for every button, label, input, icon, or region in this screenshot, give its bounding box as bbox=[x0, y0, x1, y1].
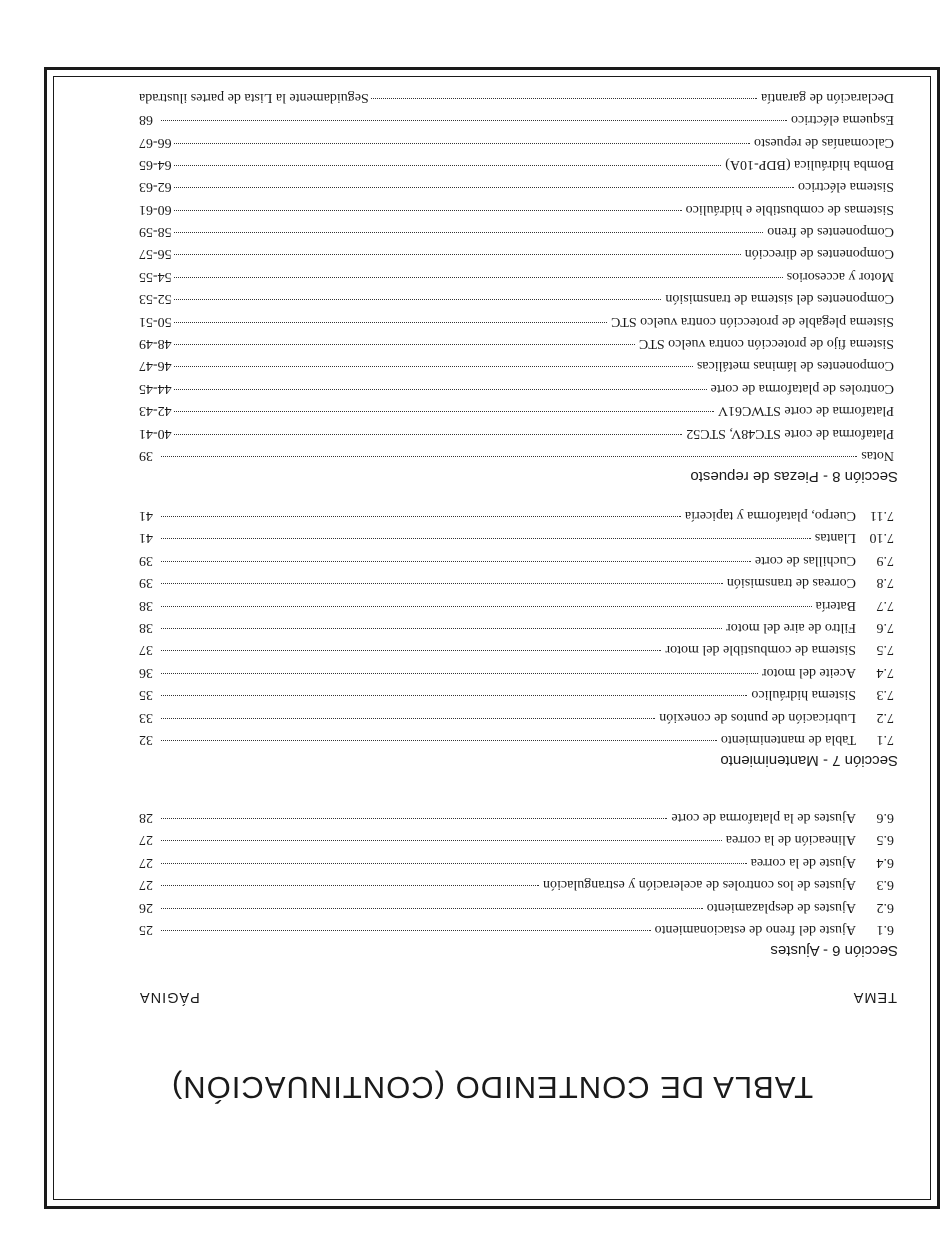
toc-row bbox=[54, 873, 930, 895]
toc-title: Sistema de combustible del motor bbox=[665, 642, 856, 658]
toc-page: 33 bbox=[139, 709, 153, 725]
dot-leader bbox=[161, 120, 787, 121]
toc-row bbox=[54, 354, 930, 376]
toc-row bbox=[54, 399, 930, 421]
toc-page: 42-43 bbox=[139, 403, 172, 419]
toc-number: 7.7 bbox=[876, 597, 894, 613]
toc-title: Notas bbox=[861, 448, 894, 463]
dot-leader bbox=[161, 650, 661, 651]
toc-row bbox=[54, 728, 930, 750]
dot-leader bbox=[174, 277, 783, 278]
toc-title: Cuerpo, plataforma y tapicería bbox=[684, 508, 856, 524]
toc-title: Aceite del motor bbox=[761, 664, 856, 680]
toc-page: 62-63 bbox=[139, 179, 172, 195]
toc-page: 66-67 bbox=[139, 134, 172, 150]
toc-title: Componentes de láminas metálicas bbox=[696, 358, 894, 374]
toc-title: Sistemas de combustible e hidráulico bbox=[685, 201, 894, 217]
dot-leader bbox=[174, 322, 607, 323]
toc-page: 27 bbox=[139, 854, 153, 870]
toc-title: Declaración de garantía bbox=[761, 89, 894, 105]
toc-title: Plataforma de corte STWC61V bbox=[717, 403, 894, 419]
toc-page: 26 bbox=[139, 899, 153, 915]
section-title: Sección 8 - Piezas de repuesto bbox=[690, 468, 898, 485]
toc-title: Esquema eléctrico bbox=[790, 112, 894, 128]
toc-row bbox=[54, 197, 930, 219]
toc-title: Componentes del sistema de transmisión bbox=[665, 291, 894, 307]
dot-leader bbox=[371, 98, 757, 99]
column-header-page: PÁGINA bbox=[139, 989, 200, 1005]
toc-page: 41 bbox=[139, 508, 153, 524]
dot-leader bbox=[174, 344, 635, 345]
toc-title: Correas de transmisión bbox=[726, 575, 856, 591]
dot-leader bbox=[161, 516, 681, 517]
toc-title: Sistema fijo de protección contra vuelco STC bbox=[638, 336, 894, 352]
toc-number: 7.10 bbox=[869, 530, 894, 546]
toc-page: 38 bbox=[139, 597, 153, 613]
toc-number: 6.4 bbox=[876, 854, 894, 870]
dot-leader bbox=[161, 908, 703, 909]
page-title: TABLA DE CONTENIDO (CONTINUACIÓN) bbox=[170, 1070, 814, 1105]
toc-title: Batería bbox=[815, 597, 856, 613]
toc-row bbox=[54, 828, 930, 850]
toc-title: Cuchillas de corte bbox=[754, 552, 856, 568]
toc-row bbox=[54, 220, 930, 242]
toc-page: Seguidamente la Lista de partes ilustrada bbox=[139, 89, 369, 105]
toc-row bbox=[54, 175, 930, 197]
toc-title: Sistema hidráulico bbox=[751, 687, 856, 703]
toc-title: Tabla de mantenimiento bbox=[720, 732, 856, 747]
toc-number: 6.2 bbox=[876, 899, 894, 915]
toc-row bbox=[54, 705, 930, 727]
dot-leader bbox=[161, 885, 539, 886]
toc-title: Llantas bbox=[814, 530, 856, 546]
toc-row bbox=[54, 108, 930, 130]
toc-row bbox=[54, 850, 930, 872]
toc-row bbox=[54, 526, 930, 548]
toc-row bbox=[54, 593, 930, 615]
toc-row bbox=[54, 895, 930, 917]
toc-page: 39 bbox=[139, 575, 153, 591]
toc-list-section-6 bbox=[54, 806, 930, 940]
toc-number: 7.1 bbox=[876, 732, 894, 747]
toc-row bbox=[54, 332, 930, 354]
toc-page: 56-57 bbox=[139, 246, 172, 262]
toc-row bbox=[54, 571, 930, 593]
toc-row bbox=[54, 806, 930, 828]
toc-row bbox=[54, 504, 930, 526]
toc-page: 27 bbox=[139, 832, 153, 848]
toc-page: 60-61 bbox=[139, 201, 172, 217]
toc-title: Ajuste del freno de estacionamiento bbox=[654, 922, 856, 937]
dot-leader bbox=[174, 389, 707, 390]
toc-number: 7.11 bbox=[870, 508, 894, 524]
column-header-topic: TEMA bbox=[852, 989, 897, 1005]
toc-title: Sistema plegable de protección contra vuelco STC bbox=[610, 313, 894, 329]
toc-number: 7.6 bbox=[876, 620, 894, 636]
dot-leader bbox=[174, 143, 750, 144]
toc-number: 7.2 bbox=[876, 709, 894, 725]
toc-row bbox=[54, 683, 930, 705]
dot-leader bbox=[161, 673, 758, 674]
dot-leader bbox=[161, 456, 857, 457]
toc-number: 7.5 bbox=[876, 642, 894, 658]
toc-title: Ajustes de la plataforma de corte bbox=[671, 810, 856, 826]
section-title: Sección 6 - Ajustes bbox=[770, 942, 898, 959]
toc-title: Ajustes de desplazamiento bbox=[706, 899, 856, 915]
toc-row bbox=[54, 918, 930, 940]
toc-row bbox=[54, 264, 930, 286]
toc-title: Sistema eléctrico bbox=[797, 179, 894, 195]
toc-title: Filtro de aire del motor bbox=[726, 620, 856, 636]
toc-page: 27 bbox=[139, 877, 153, 893]
toc-number: 7.9 bbox=[876, 552, 894, 568]
page-border bbox=[44, 67, 940, 1209]
dot-leader bbox=[161, 718, 655, 719]
toc-number: 6.1 bbox=[876, 922, 894, 937]
dot-leader bbox=[174, 299, 662, 300]
toc-page: 37 bbox=[139, 642, 153, 658]
toc-page: 36 bbox=[139, 664, 153, 680]
toc-number: 7.3 bbox=[876, 687, 894, 703]
dot-leader bbox=[161, 583, 723, 584]
dot-leader bbox=[161, 561, 751, 562]
toc-title: Ajustes de los controles de aceleración y estrangulación bbox=[543, 877, 856, 893]
dot-leader bbox=[174, 187, 794, 188]
toc-number: 6.6 bbox=[876, 810, 894, 826]
toc-row bbox=[54, 130, 930, 152]
toc-page: 48-49 bbox=[139, 336, 172, 352]
toc-title: Componentes de dirección bbox=[744, 246, 894, 262]
toc-row bbox=[54, 242, 930, 264]
toc-page: 52-53 bbox=[139, 291, 172, 307]
toc-number: 7.8 bbox=[876, 575, 894, 591]
dot-leader bbox=[174, 210, 682, 211]
dot-leader bbox=[161, 606, 812, 607]
toc-row bbox=[54, 153, 930, 175]
dot-leader bbox=[174, 366, 693, 367]
toc-page: 28 bbox=[139, 810, 153, 826]
toc-title: Componentes de freno bbox=[767, 224, 894, 240]
toc-page: 68 bbox=[139, 112, 153, 128]
toc-title: Plataforma de corte STC48V, STC52 bbox=[686, 425, 894, 441]
toc-page: 25 bbox=[139, 922, 153, 937]
dot-leader bbox=[174, 165, 722, 166]
toc-row bbox=[54, 376, 930, 398]
toc-list-section-7 bbox=[54, 504, 930, 750]
dot-leader bbox=[174, 232, 764, 233]
dot-leader bbox=[161, 740, 717, 741]
toc-page: 58-59 bbox=[139, 224, 172, 240]
dot-leader bbox=[174, 254, 741, 255]
toc-page: 50-51 bbox=[139, 313, 172, 329]
toc-title: Calcomanías de repuesto bbox=[754, 134, 894, 150]
toc-page: 54-55 bbox=[139, 268, 172, 284]
toc-page: 41 bbox=[139, 530, 153, 546]
toc-row bbox=[54, 309, 930, 331]
toc-number: 6.5 bbox=[876, 832, 894, 848]
toc-page: 32 bbox=[139, 732, 153, 747]
toc-title: Lubricación de puntos de conexión bbox=[659, 709, 856, 725]
page-inner-border bbox=[53, 76, 931, 1200]
toc-page: 46-47 bbox=[139, 358, 172, 374]
section-title: Sección 7 - Mantenimiento bbox=[720, 752, 898, 769]
toc-title: Alineación de la correa bbox=[725, 832, 856, 848]
dot-leader bbox=[174, 411, 714, 412]
dot-leader bbox=[161, 538, 811, 539]
dot-leader bbox=[161, 695, 747, 696]
toc-title: Motor y accesorios bbox=[786, 268, 894, 284]
toc-row bbox=[54, 444, 930, 466]
toc-page: 44-45 bbox=[139, 380, 172, 396]
toc-row bbox=[54, 548, 930, 570]
toc-page: 64-65 bbox=[139, 156, 172, 172]
dot-leader bbox=[161, 840, 722, 841]
toc-row bbox=[54, 660, 930, 682]
dot-leader bbox=[174, 434, 683, 435]
toc-row bbox=[54, 85, 930, 107]
dot-leader bbox=[161, 628, 722, 629]
toc-number: 7.4 bbox=[876, 664, 894, 680]
toc-page: 39 bbox=[139, 552, 153, 568]
toc-page: 38 bbox=[139, 620, 153, 636]
toc-row bbox=[54, 421, 930, 443]
dot-leader bbox=[161, 818, 667, 819]
toc-list-section-8 bbox=[54, 85, 930, 466]
toc-page: 35 bbox=[139, 687, 153, 703]
toc-title: Ajuste de la correa bbox=[750, 854, 856, 870]
toc-row bbox=[54, 616, 930, 638]
toc-title: Controles de plataforma de corte bbox=[710, 380, 894, 396]
dot-leader bbox=[161, 930, 651, 931]
toc-number: 6.3 bbox=[876, 877, 894, 893]
dot-leader bbox=[161, 863, 747, 864]
toc-row bbox=[54, 287, 930, 309]
toc-page: 40-41 bbox=[139, 425, 172, 441]
toc-title: Bomba hidráulica (BDP-10A) bbox=[725, 156, 894, 172]
toc-row bbox=[54, 638, 930, 660]
toc-page: 39 bbox=[139, 448, 153, 463]
